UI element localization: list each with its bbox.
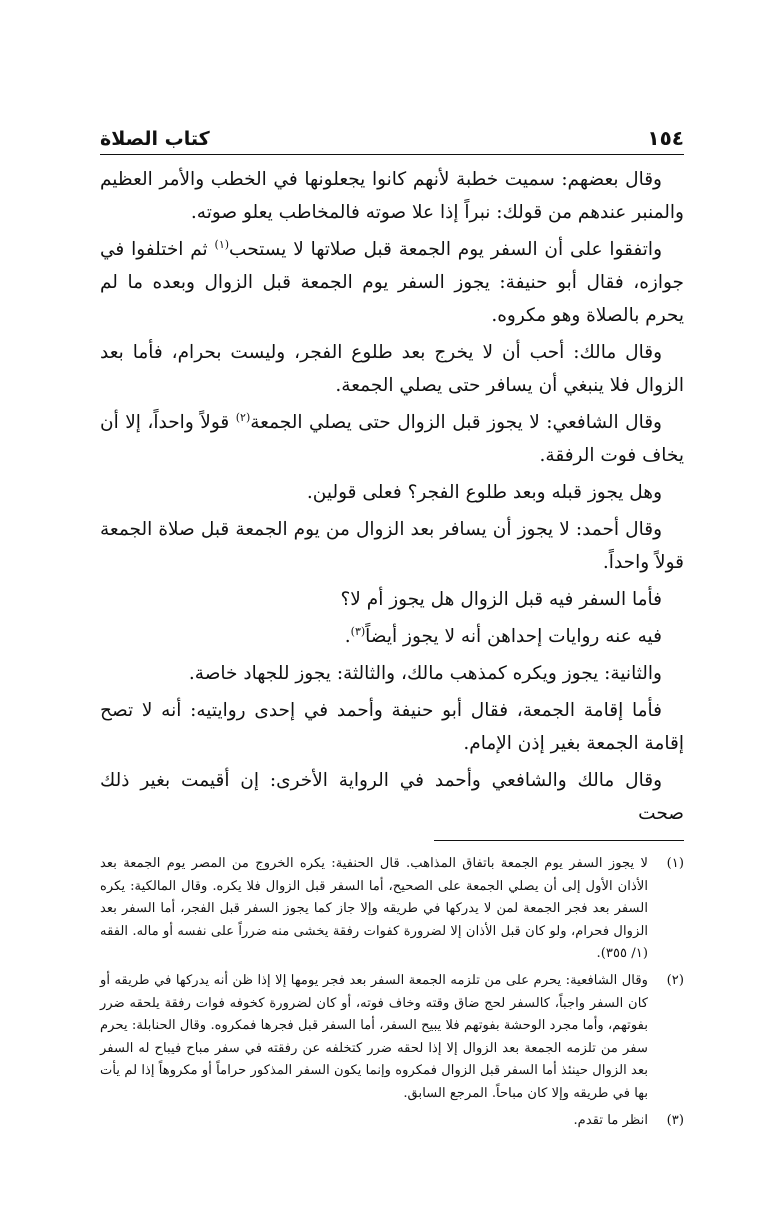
- paragraph: وقال مالك والشافعي وأحمد في الرواية الأخرى: إن أقيمت بغير ذلك صحت: [100, 770, 684, 824]
- footnote-ref: (١): [214, 237, 230, 251]
- footnote-number: (٣): [666, 1112, 684, 1128]
- paragraph: [100, 233, 684, 332]
- paragraph: [100, 620, 684, 653]
- footnote-text: انظر ما تقدم.: [573, 1112, 648, 1128]
- footnote-text: لا يجوز السفر يوم الجمعة باتفاق المذاهب. قال الحنفية: يكره الخروج من المصر يوم الجمعة بعد الأذان الأول إلى أن يصلي الجمعة على الصحيح، أما السفر قبل الزوال فلا يكره. وقال المالكية: يكره السفر بعد فجر الجمعة لمن لا يدركها في طريقه وإلا جاز كما يجوز السفر قبل الفجر، أما السفر بعد الزوال فحرام، ولو كان قبل الأذان إلا لضرورة كفوات رفقة يخشى منه ضرراً على نفسه أو ماله. الفقه (١/ ٣٥٥).: [100, 856, 648, 962]
- paragraph: [100, 406, 684, 472]
- footnote: [100, 853, 684, 966]
- footnote-number: (١): [666, 856, 684, 871]
- page-header: [100, 118, 684, 155]
- paragraph-part: .: [344, 626, 351, 647]
- book-page: [100, 118, 684, 1136]
- paragraph: وهل يجوز قبله وبعد طلوع الفجر؟ فعلى قولين.: [306, 482, 662, 503]
- paragraph-part: قولاً واحداً، إلا أن يخاف فوت الرفقة.: [100, 412, 684, 466]
- paragraph: فأما السفر فيه قبل الزوال هل يجوز أم لا؟: [340, 589, 662, 610]
- paragraph-part: ثم اختلفوا في جوازه، فقال أبو حنيفة: يجوز السفر يوم الجمعة قبل الزوال وبعده ما لم يحرم بالصلاة وهو مكروه.: [100, 239, 684, 326]
- main-text: [100, 163, 684, 830]
- paragraph: وقال مالك: أحب أن لا يخرج بعد طلوع الفجر، وليست بحرام، فأما بعد الزوال فلا ينبغي أن يسافر حتى يصلي الجمعة.: [100, 342, 684, 396]
- footnote: [100, 1110, 684, 1133]
- chapter-title: كتاب الصلاة: [100, 128, 210, 150]
- footnote: [100, 970, 684, 1106]
- page-number: ١٥٤: [647, 126, 684, 150]
- paragraph: والثانية: يجوز ويكره كمذهب مالك، والثالثة: يجوز للجهاد خاصة.: [188, 663, 662, 684]
- paragraph-part: وقال الشافعي: لا يجوز قبل الزوال حتى يصلي الجمعة: [250, 412, 662, 433]
- paragraph-part: فيه عنه روايات إحداهن أنه لا يجوز أيضاً: [365, 626, 662, 647]
- footnote-divider: [434, 840, 684, 841]
- footnotes: [100, 853, 684, 1132]
- footnote-text: وقال الشافعية: يحرم على من تلزمه الجمعة السفر بعد فجر يومها إلا إذا ظن أنه يدركها في طريقه أو كان السفر واجباً، كالسفر لحج ضاق وقته وخاف فوته، أو كان لضرورة كخوفه فوات رفقة يلحقه ضرر بفوتهم، وأما مجرد الوحشة بفوتهم فلا يبيح السفر، أما السفر قبل فجرها فمكروه. وقال الحنابلة: يحرم سفر من تلزمه الجمعة بعد الزوال إلا إذا لحقه ضرر كتخلفه عن رفقته في سفر مباح فيباح له السفر بعد الزوال حينئذ أما السفر قبل الزوال فمكروه وإنما يكون السفر المذكور حراماً أو مكروهاً إذا لم يأت بها في طريقه وإلا كان مباحاً. المرجع السابق.: [100, 972, 648, 1101]
- paragraph: وقال بعضهم: سميت خطبة لأنهم كانوا يجعلونها في الخطب والأمر العظيم والمنبر عندهم من قولك: نبراً إذا علا صوته فالمخاطب يعلو صوته.: [100, 169, 684, 223]
- paragraph: فأما إقامة الجمعة، فقال أبو حنيفة وأحمد في إحدى روايتيه: أنه لا تصح إقامة الجمعة بغير إذن الإمام.: [100, 700, 684, 754]
- footnote-number: (٢): [666, 972, 684, 988]
- paragraph-part: واتفقوا على أن السفر يوم الجمعة قبل صلاتها لا يستحب: [229, 239, 662, 260]
- footnote-ref: (٣): [350, 624, 366, 638]
- footnote-ref: (٢): [235, 410, 251, 424]
- paragraph: وقال أحمد: لا يجوز أن يسافر بعد الزوال من يوم الجمعة قبل صلاة الجمعة قولاً واحداً.: [100, 519, 684, 573]
